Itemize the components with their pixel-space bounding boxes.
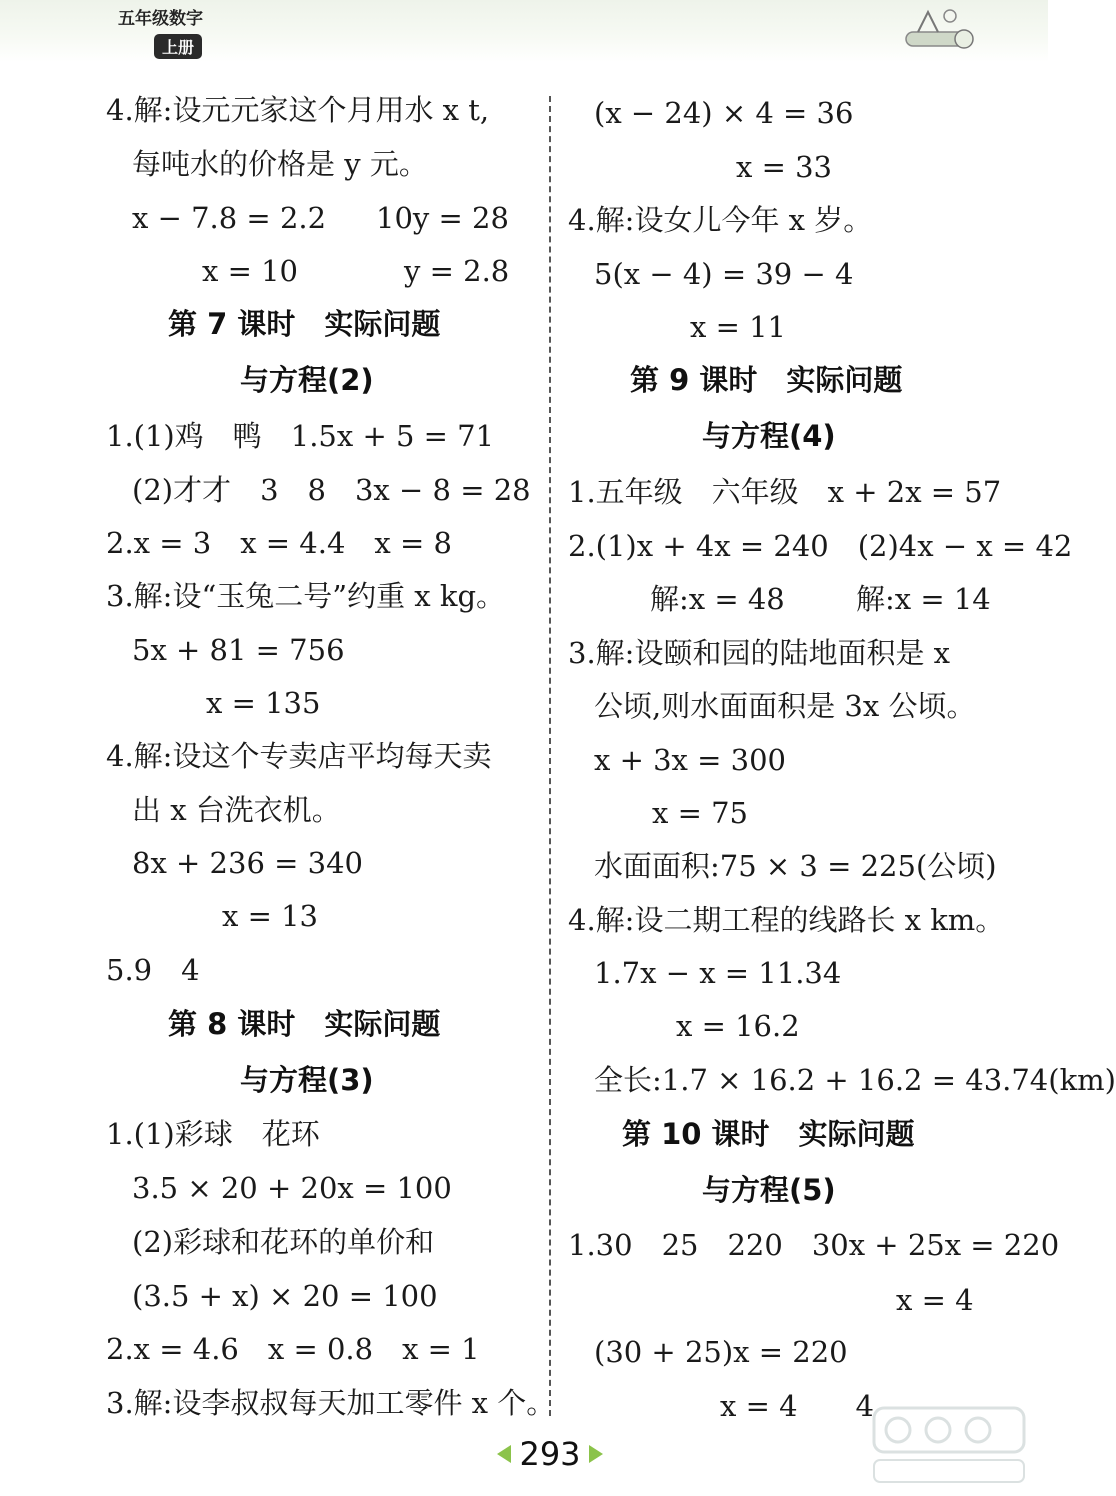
lesson8-heading-line2: 与方程(3) bbox=[240, 1063, 374, 1097]
lesson7-q3b: 5x + 81 = 756 bbox=[132, 633, 345, 667]
triangle-right-icon bbox=[589, 1445, 603, 1463]
lesson10-q1c: (30 + 25)x = 220 bbox=[594, 1335, 848, 1369]
lesson9-q3a: 3.解:设颐和园的陆地面积是 x bbox=[568, 636, 951, 670]
lesson9-heading-line1: 第 9 课时 实际问题 bbox=[630, 363, 903, 397]
lesson8-q2: 2.x = 4.6 x = 0.8 x = 1 bbox=[106, 1332, 480, 1366]
left-q4-eq2b: y = 2.8 bbox=[404, 254, 510, 288]
lesson9-q2a: 2.(1)x + 4x = 240 (2)4x − x = 42 bbox=[568, 529, 1073, 563]
lesson7-q4c: 8x + 236 = 340 bbox=[132, 846, 363, 880]
lesson9-q3d: x = 75 bbox=[652, 796, 748, 830]
right-eq1: (x − 24) × 4 = 36 bbox=[594, 96, 854, 130]
page-number-indicator bbox=[480, 1432, 620, 1476]
lesson9-q4a: 4.解:设二期工程的线路长 x km。 bbox=[568, 903, 1005, 937]
lesson8-q3: 3.解:设李叔叔每天加工零件 x 个。 bbox=[106, 1386, 556, 1420]
header-decoration-icon bbox=[898, 2, 978, 62]
lesson9-heading-line2: 与方程(4) bbox=[702, 419, 836, 453]
lesson8-q1c: (2)彩球和花环的单价和 bbox=[132, 1225, 435, 1259]
lesson10-q1a: 1.30 25 220 30x + 25x = 220 bbox=[568, 1228, 1060, 1262]
lesson7-heading-line1: 第 7 课时 实际问题 bbox=[168, 307, 441, 341]
lesson7-q1a: 1.(1)鸡 鸭 1.5x + 5 = 71 bbox=[106, 419, 495, 453]
lesson7-q2: 2.x = 3 x = 4.4 x = 8 bbox=[106, 526, 452, 560]
triangle-left-icon bbox=[497, 1445, 511, 1463]
lesson8-q1a: 1.(1)彩球 花环 bbox=[106, 1117, 320, 1151]
left-q4-eq1a: x − 7.8 = 2.2 bbox=[132, 201, 327, 235]
lesson8-q1b: 3.5 × 20 + 20x = 100 bbox=[132, 1171, 452, 1205]
lesson7-heading-line2: 与方程(2) bbox=[240, 363, 374, 397]
lesson9-q3e: 水面面积:75 × 3 = 225(公顷) bbox=[594, 849, 997, 883]
left-q4-line2: 每吨水的价格是 y 元。 bbox=[132, 147, 428, 181]
right-eq2: x = 33 bbox=[736, 150, 832, 184]
right-q4b: 5(x − 4) = 39 − 4 bbox=[594, 257, 854, 291]
lesson9-q4c: x = 16.2 bbox=[676, 1009, 800, 1043]
column-divider bbox=[549, 96, 551, 1416]
right-q4c: x = 11 bbox=[690, 310, 786, 344]
lesson8-q1d: (3.5 + x) × 20 = 100 bbox=[132, 1279, 438, 1313]
right-q4a: 4.解:设女儿今年 x 岁。 bbox=[568, 203, 873, 237]
lesson10-heading-line2: 与方程(5) bbox=[702, 1173, 836, 1207]
lesson7-q4a: 4.解:设这个专卖店平均每天卖 bbox=[106, 739, 492, 773]
lesson9-q3c: x + 3x = 300 bbox=[594, 743, 786, 777]
lesson10-heading-line1: 第 10 课时 实际问题 bbox=[622, 1117, 915, 1151]
lesson9-q1: 1.五年级 六年级 x + 2x = 57 bbox=[568, 475, 1002, 509]
lesson7-q4d: x = 13 bbox=[222, 899, 318, 933]
lesson7-q3a: 3.解:设“玉兔二号”约重 x kg。 bbox=[106, 579, 506, 613]
lesson9-q2b1: 解:x = 48 bbox=[650, 582, 785, 616]
watermark-logo-icon bbox=[868, 1400, 1038, 1490]
lesson8-heading-line1: 第 8 课时 实际问题 bbox=[168, 1007, 441, 1041]
header-grade: 五年级数字 bbox=[118, 9, 203, 29]
left-q4-eq2a: x = 10 bbox=[202, 254, 298, 288]
page-number: 293 bbox=[519, 1435, 581, 1473]
lesson10-q1d: x = 4 4 bbox=[720, 1389, 874, 1423]
lesson7-q3c: x = 135 bbox=[206, 686, 321, 720]
lesson9-q3b: 公顷,则水面面积是 3x 公顷。 bbox=[594, 689, 976, 723]
lesson9-q4b: 1.7x − x = 11.34 bbox=[594, 956, 842, 990]
lesson10-q1b: x = 4 bbox=[896, 1283, 974, 1317]
lesson7-q5: 5.9 4 bbox=[106, 953, 200, 987]
left-q4-eq1b: 10y = 28 bbox=[376, 201, 509, 235]
lesson9-q2b2: 解:x = 14 bbox=[856, 582, 991, 616]
header-volume-badge: 上册 bbox=[154, 34, 202, 59]
lesson9-q4d: 全长:1.7 × 16.2 + 16.2 = 43.74(km) bbox=[594, 1063, 1116, 1097]
lesson7-q4b: 出 x 台洗衣机。 bbox=[132, 793, 341, 827]
left-q4-line1: 4.解:设元元家这个月用水 x t, bbox=[106, 93, 490, 127]
lesson7-q1b: (2)才才 3 8 3x − 8 = 28 bbox=[132, 473, 531, 507]
